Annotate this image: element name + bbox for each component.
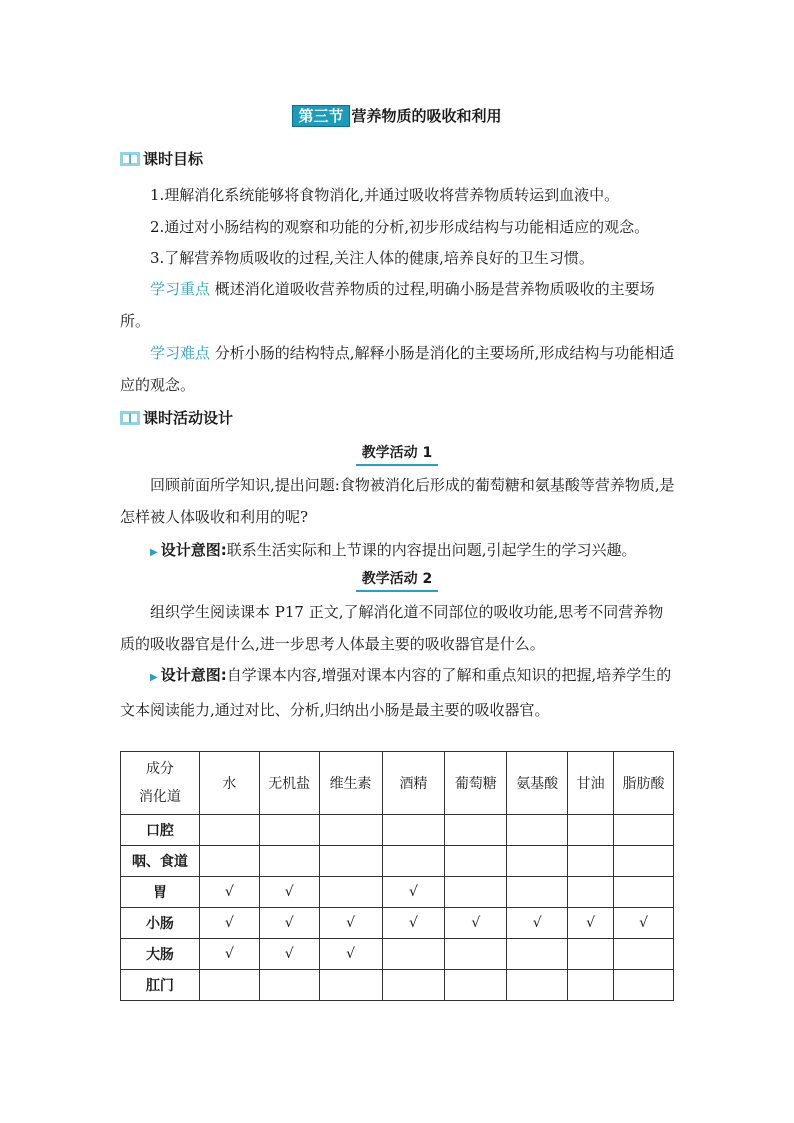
key-point-label: 学习重点 [150,280,211,298]
table-cell [614,939,674,970]
row-label: 小肠 [121,908,200,939]
table-cell: √ [319,908,382,939]
column-header: 无机盐 [259,752,319,815]
design-intent-text: 联系生活实际和上节课的内容提出问题,引起学生的学习兴趣。 [226,541,637,559]
activity-paragraph: 组织学生阅读课本 P17 正文,了解消化道不同部位的吸收功能,思考不同营养物质的吸收器官是什么,进一步思考人体最主要的吸收器官是什么。 [120,603,664,653]
table-cell [259,846,319,877]
row-label: 大肠 [121,939,200,970]
table-cell [199,970,259,1001]
table-row [121,846,674,877]
section-heading-goals [120,148,203,170]
row-label: 胃 [121,877,200,908]
table-cell [445,970,507,1001]
table-cell [507,815,568,846]
goal-item: 3.了解营养物质吸收的过程,关注人体的健康,培养良好的卫生习惯。 [150,249,594,267]
table-cell [507,970,568,1001]
table-cell: √ [319,939,382,970]
goal-item: 1.理解消化系统能够将食物消化,并通过吸收将营养物质转运到血液中。 [150,186,620,204]
table-cell [382,846,445,877]
table-cell [614,846,674,877]
section-heading-text: 课时目标 [143,150,204,168]
table-row [121,970,674,1001]
triangle-icon: ▶ [150,547,158,558]
absorption-table [120,751,674,1001]
table-cell: √ [568,908,614,939]
table-cell [568,877,614,908]
title-text: 营养物质的吸收和利用 [351,107,502,125]
table-corner-cell [121,752,200,815]
difficulty-label: 学习难点 [150,344,211,362]
row-label: 咽、食道 [121,846,200,877]
table-cell: √ [199,877,259,908]
lesson-title [0,104,794,128]
column-header: 维生素 [319,752,382,815]
table-cell [568,815,614,846]
table-cell [507,877,568,908]
row-label: 肛门 [121,970,200,1001]
table-cell [614,815,674,846]
table-cell [507,846,568,877]
column-header: 甘油 [568,752,614,815]
table-header-row [121,752,674,815]
table-cell: √ [259,908,319,939]
design-intent [150,534,675,569]
table-cell: √ [199,908,259,939]
table-cell [259,970,319,1001]
table-cell [445,877,507,908]
activity-heading [0,568,794,592]
table-cell [382,815,445,846]
table-cell [319,815,382,846]
activity-heading-text: 教学活动 1 [356,442,439,466]
table-cell [445,846,507,877]
section-badge: 第三节 [292,105,349,127]
table-cell [445,939,507,970]
table-cell: √ [259,939,319,970]
difficulty-paragraph [120,337,675,401]
column-header: 酒精 [382,752,445,815]
key-point-paragraph [120,273,675,337]
corner-top-label: 成分 [145,761,174,777]
table-cell: √ [507,908,568,939]
section-heading-text: 课时活动设计 [143,409,234,427]
table-row [121,815,674,846]
table-cell [614,970,674,1001]
corner-bottom-label: 消化道 [138,789,181,805]
table-cell: √ [259,877,319,908]
design-intent-label: 设计意图: [160,541,227,559]
table-cell [507,939,568,970]
design-intent-text: 自学课本内容,增强对课本内容的了解和重点知识的把握,培养学生的文本阅读能力,通过对比、分析,归纳出小肠是最主要的吸收器官。 [120,666,672,719]
row-label: 口腔 [121,815,200,846]
table-cell [568,846,614,877]
table-row [121,939,674,970]
book-icon [120,410,140,426]
table-cell [259,815,319,846]
book-icon [120,151,140,167]
table-cell [319,846,382,877]
table-row [121,877,674,908]
table-cell: √ [382,877,445,908]
table-cell [319,877,382,908]
section-heading-activities [120,407,233,429]
column-header: 水 [199,752,259,815]
table-cell [614,877,674,908]
column-header: 脂肪酸 [614,752,674,815]
table-cell: √ [445,908,507,939]
table-cell: √ [382,908,445,939]
table-row [121,908,674,939]
table-cell [199,815,259,846]
table-cell [568,970,614,1001]
triangle-icon: ▶ [150,672,158,683]
table-cell: √ [199,939,259,970]
activity-paragraph: 回顾前面所学知识,提出问题:食物被消化后形成的葡萄糖和氨基酸等营养物质,是怎样被人体吸收和利用的呢? [120,476,675,526]
goal-item: 2.通过对小肠结构的观察和功能的分析,初步形成结构与功能相适应的观念。 [150,218,650,236]
table-cell [382,970,445,1001]
design-intent [120,659,675,726]
table-cell [319,970,382,1001]
column-header: 葡萄糖 [445,752,507,815]
design-intent-label: 设计意图: [160,666,227,684]
table-cell [382,939,445,970]
table-cell [445,815,507,846]
activity-heading-text: 教学活动 2 [356,568,439,592]
table-cell: √ [614,908,674,939]
key-point-text: 概述消化道吸收营养物质的过程,明确小肠是营养物质吸收的主要场所。 [120,280,655,330]
table-cell [568,939,614,970]
column-header: 氨基酸 [507,752,568,815]
difficulty-text: 分析小肠的结构特点,解释小肠是消化的主要场所,形成结构与功能相适应的观念。 [120,344,675,394]
activity-heading [0,442,794,466]
table-cell [199,846,259,877]
